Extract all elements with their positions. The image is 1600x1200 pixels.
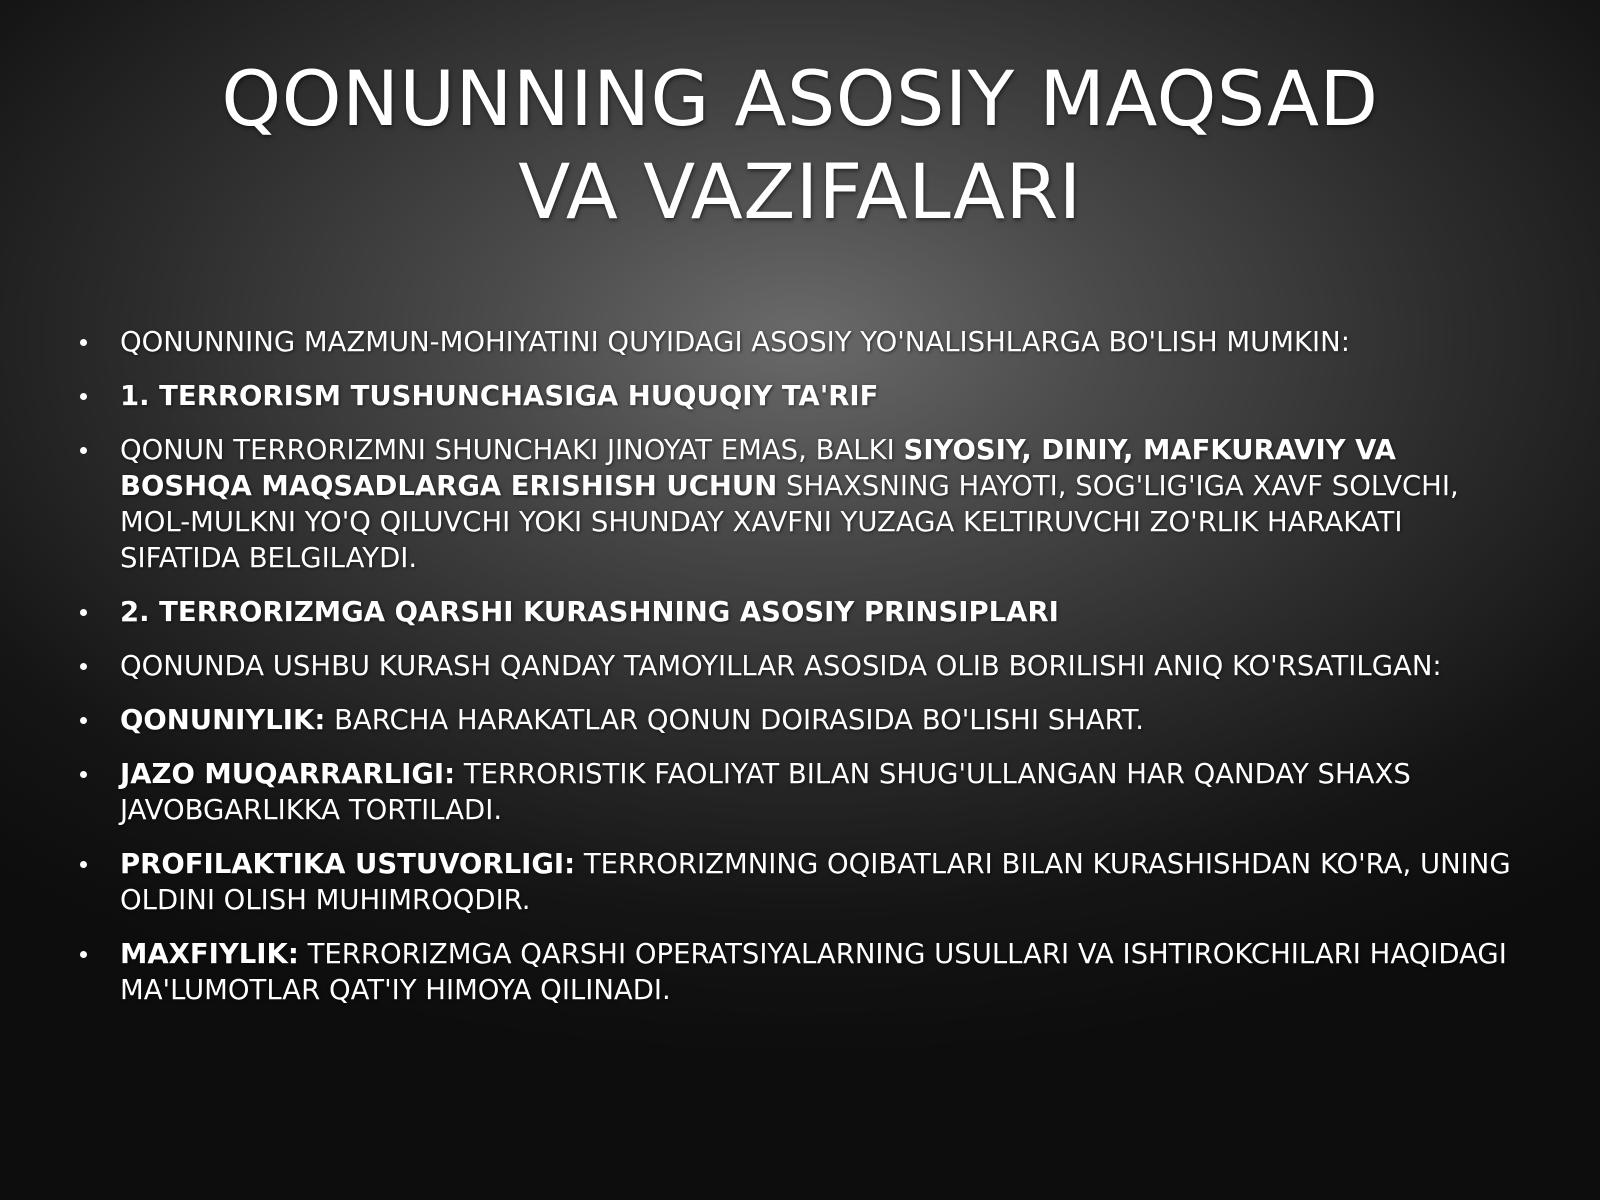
section-heading: 2. TERRORIZMGA QARSHI KURASHNING ASOSIY PRINSIPLARI: [120, 596, 1059, 628]
slide-title: [0, 52, 1600, 238]
list-item: [78, 702, 1518, 738]
principle-label: JAZO MUQARRARLIGI:: [120, 758, 456, 790]
bullet-icon: [80, 609, 87, 616]
list-item: [78, 756, 1518, 828]
item-text-pre: QONUN TERRORIZMNI SHUNCHAKI JINOYAT EMAS, BALKI: [120, 434, 904, 466]
bullet-icon: [80, 663, 87, 670]
principle-label: QONUNIYLIK:: [120, 704, 326, 736]
item-text-bold: SIYOSIY, DINIY, MAFKURAVIY VA BOSHQA MAQSADLARGA ERISHISH UCHUN: [120, 434, 1396, 502]
list-item: [78, 936, 1518, 1008]
principle-text: BARCHA HARAKATLAR QONUN DOIRASIDA BO'LISHI SHART.: [325, 704, 1145, 736]
bullet-list: [78, 324, 1518, 1026]
title-line-1: QONUNNING ASOSIY MAQSAD: [221, 54, 1379, 143]
item-text: QONUNNING MAZMUN-MOHIYATINI QUYIDAGI ASOSIY YO'NALISHLARGA BO'LISH MUMKIN:: [120, 326, 1350, 358]
bullet-icon: [80, 951, 87, 958]
principle-text: TERRORIZMNING OQIBATLARI BILAN KURASHISHDAN KO'RA, UNING OLDINI OLISH MUHIMROQDIR.: [120, 848, 1511, 916]
principle-label: MAXFIYLIK:: [120, 938, 299, 970]
bullet-icon: [80, 447, 87, 454]
bullet-icon: [80, 861, 87, 868]
list-item: [78, 846, 1518, 918]
bullet-icon: [80, 717, 87, 724]
section-heading: 1. TERRORISM TUSHUNCHASIGA HUQUQIY TA'RIF: [120, 380, 879, 412]
bullet-icon: [80, 771, 87, 778]
principle-text: TERRORISTIK FAOLIYAT BILAN SHUG'ULLANGAN HAR QANDAY SHAXS JAVOBGARLIKKA TORTILADI.: [120, 758, 1411, 826]
principle-text: TERRORIZMGA QARSHI OPERATSIYALARNING USULLARI VA ISHTIROKCHILARI HAQIDAGI MA'LUMOTLAR QAT'IY HIMOYA QILINADI.: [120, 938, 1507, 1006]
bullet-icon: [80, 393, 87, 400]
list-item: [78, 378, 1518, 414]
title-line-2: VA VAZIFALARI: [518, 147, 1082, 236]
list-item: [78, 324, 1518, 360]
list-item: [78, 594, 1518, 630]
item-text-post: SHAXSNING HAYOTI, SOG'LIG'IGA XAVF SOLVCHI, MOL-MULKNI YO'Q QILUVCHI YOKI SHUNDAY XAVFNI YUZAGA KELTIRUVCHI ZO'RLIK HARAKATI SIFATIDA BELGILAYDI.: [120, 470, 1459, 574]
bullet-icon: [80, 339, 87, 346]
list-item: [78, 432, 1518, 576]
item-text: QONUNDA USHBU KURASH QANDAY TAMOYILLAR ASOSIDA OLIB BORILISHI ANIQ KO'RSATILGAN:: [120, 650, 1442, 682]
principle-label: PROFILAKTIKA USTUVORLIGI:: [120, 848, 576, 880]
list-item: [78, 648, 1518, 684]
